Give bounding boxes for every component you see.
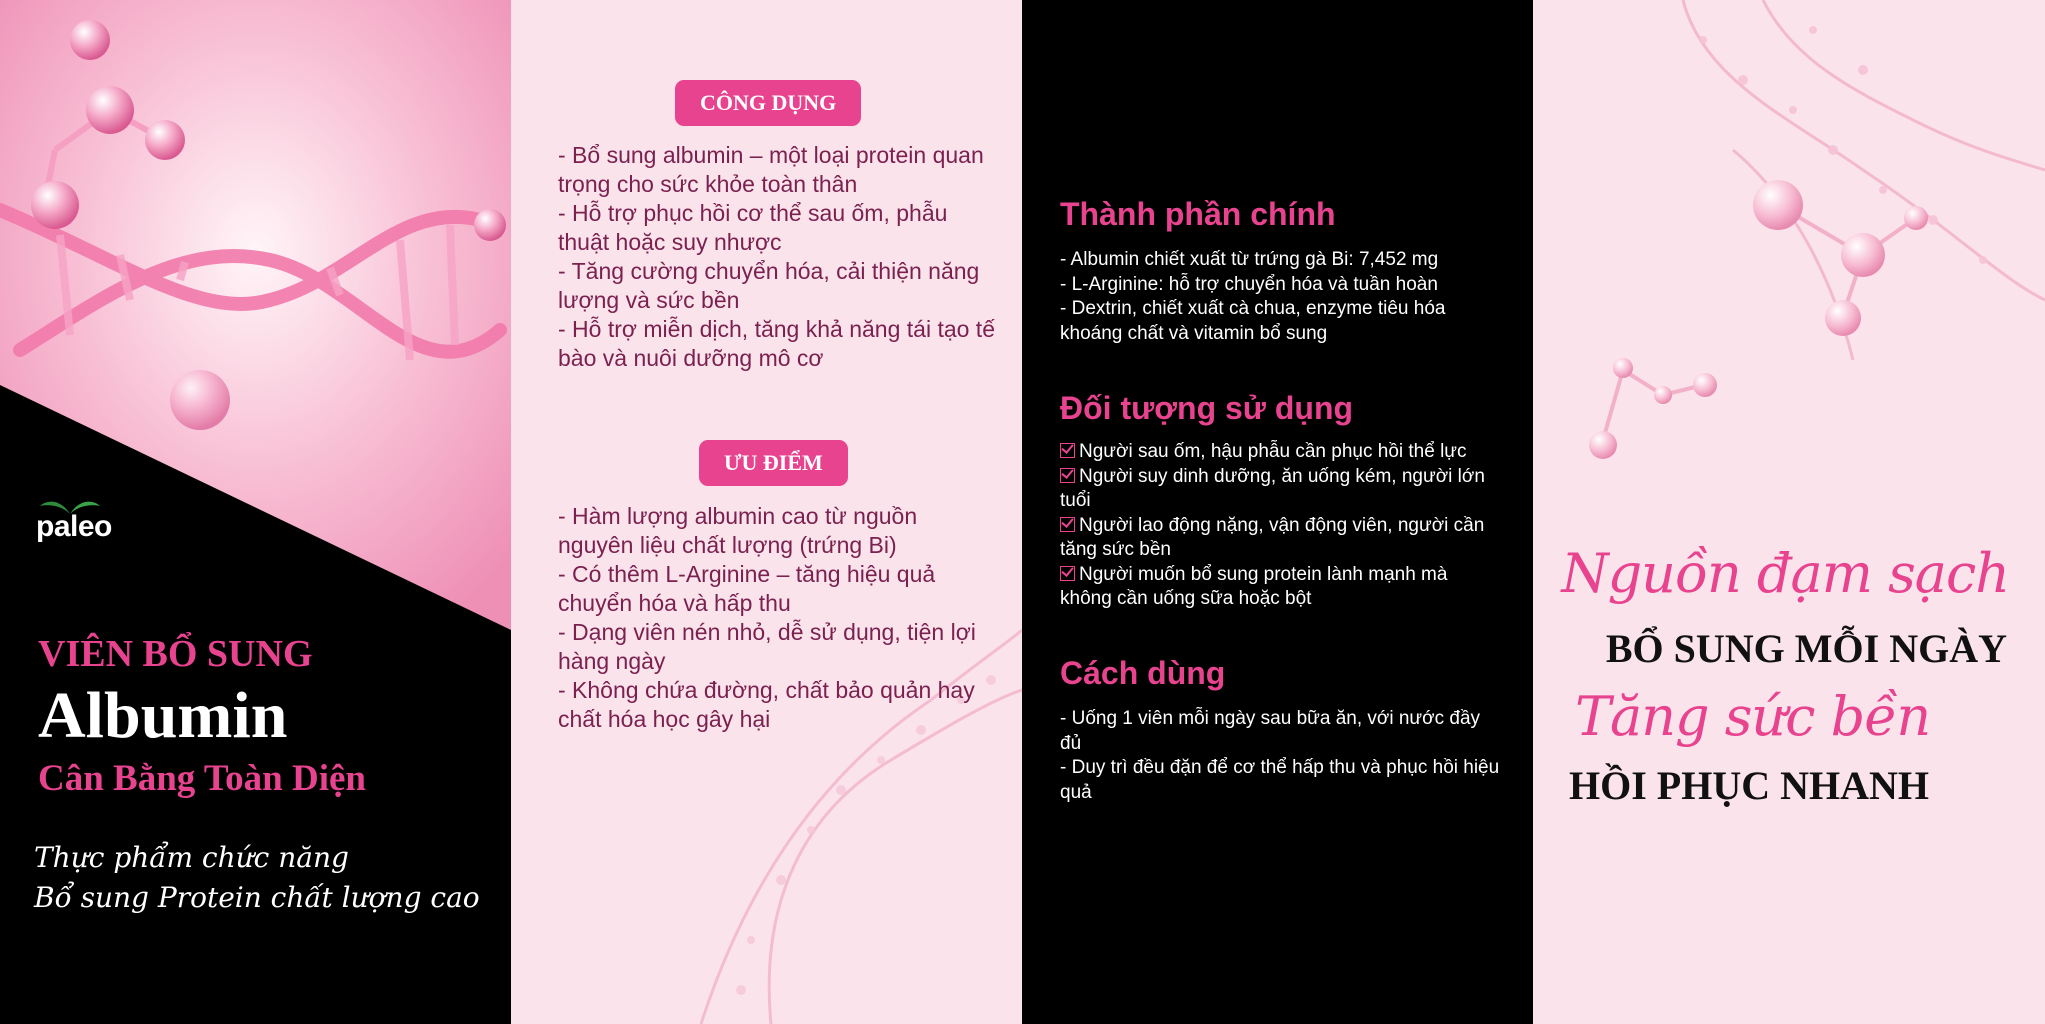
- tagline-bold-1: BỔ SUNG MỖI NGÀY: [1605, 626, 2007, 671]
- user-item: Người suy dinh dưỡng, ăn uống kém, người lớn tuổi: [1060, 465, 1485, 511]
- ingredient-item: - L-Arginine: hỗ trợ chuyển hóa và tuần hoàn: [1060, 273, 1438, 295]
- ingredients-list: [1060, 248, 1500, 346]
- script-subtitle: [34, 838, 480, 918]
- advantage-item: - Hàm lượng albumin cao từ nguồn nguyên liệu chất lượng (trứng Bi): [558, 503, 918, 558]
- checkbox-icon: [1060, 517, 1075, 532]
- usage-list: [1060, 707, 1500, 805]
- script-line-1: Thực phẩm chức năng: [34, 841, 349, 874]
- benefit-item: - Hỗ trợ miễn dịch, tăng khả năng tái tạo tế bào và nuôi dưỡng mô cơ: [558, 316, 995, 371]
- script-line-2: Bổ sung Protein chất lượng cao: [34, 881, 480, 914]
- user-item: Người lao động nặng, vận động viên, người cần tăng sức bền: [1060, 514, 1485, 560]
- dna-molecule-image: [1533, 0, 2045, 1024]
- product-name: Albumin: [38, 679, 288, 752]
- advantage-item: - Có thêm L-Arginine – tăng hiệu quả chuyển hóa và hấp thu: [558, 561, 936, 616]
- advantages-list: [558, 502, 998, 734]
- ingredient-item: - Albumin chiết xuất từ trứng gà Bi: 7,452 mg: [1060, 249, 1439, 270]
- benefits-panel: [511, 0, 1022, 1024]
- benefits-heading-badge: CÔNG DỤNG: [675, 80, 861, 126]
- paleo-logo: [36, 496, 126, 546]
- users-list: [1060, 440, 1500, 612]
- logo-text: paleo: [36, 510, 112, 543]
- cover-panel: [0, 0, 511, 1024]
- usage-item: - Uống 1 viên mỗi ngày sau bữa ăn, với nước đầy đủ: [1060, 708, 1481, 754]
- advantage-item: - Không chứa đường, chất bảo quản hay chất hóa học gây hại: [558, 677, 975, 732]
- tagline-script-2: Tăng sức bền: [1575, 685, 1931, 748]
- usage-item: - Duy trì đều đặn để cơ thể hấp thu và phục hồi hiệu quả: [1060, 757, 1500, 803]
- advantages-heading-badge: ƯU ĐIỂM: [699, 440, 848, 486]
- user-item: Người muốn bổ sung protein lành mạnh mà không cần uống sữa hoặc bột: [1060, 563, 1448, 609]
- usage-heading: Cách dùng: [1060, 655, 1226, 691]
- details-panel: [1022, 0, 1533, 1024]
- title-line-3: Cân Bằng Toàn Diện: [38, 758, 366, 799]
- tagline-panel: [1533, 0, 2045, 1024]
- tagline-bold-2: HỒI PHỤC NHANH: [1569, 763, 1929, 808]
- benefit-item: - Bổ sung albumin – một loại protein quan trọng cho sức khỏe toàn thân: [558, 142, 984, 197]
- checkbox-icon: [1060, 566, 1075, 581]
- ingredients-heading: Thành phần chính: [1060, 196, 1336, 232]
- ingredient-item: - Dextrin, chiết xuất cà chua, enzyme tiêu hóa khoáng chất và vitamin bổ sung: [1060, 298, 1446, 344]
- benefits-list: [558, 141, 998, 373]
- benefit-item: - Tăng cường chuyển hóa, cải thiện năng lượng và sức bền: [558, 258, 980, 313]
- checkbox-icon: [1060, 443, 1075, 458]
- checkbox-icon: [1060, 468, 1075, 483]
- advantage-item: - Dạng viên nén nhỏ, dễ sử dụng, tiện lợi hàng ngày: [558, 619, 976, 674]
- title-line-1: VIÊN BỔ SUNG: [38, 633, 313, 675]
- benefit-item: - Hỗ trợ phục hồi cơ thể sau ốm, phẫu thuật hoặc suy nhược: [558, 200, 948, 255]
- user-item: Người sau ốm, hậu phẫu cần phục hồi thể lực: [1060, 440, 1500, 465]
- users-heading: Đối tượng sử dụng: [1060, 390, 1354, 426]
- tagline-script-1: Nguồn đạm sạch: [1561, 542, 2009, 605]
